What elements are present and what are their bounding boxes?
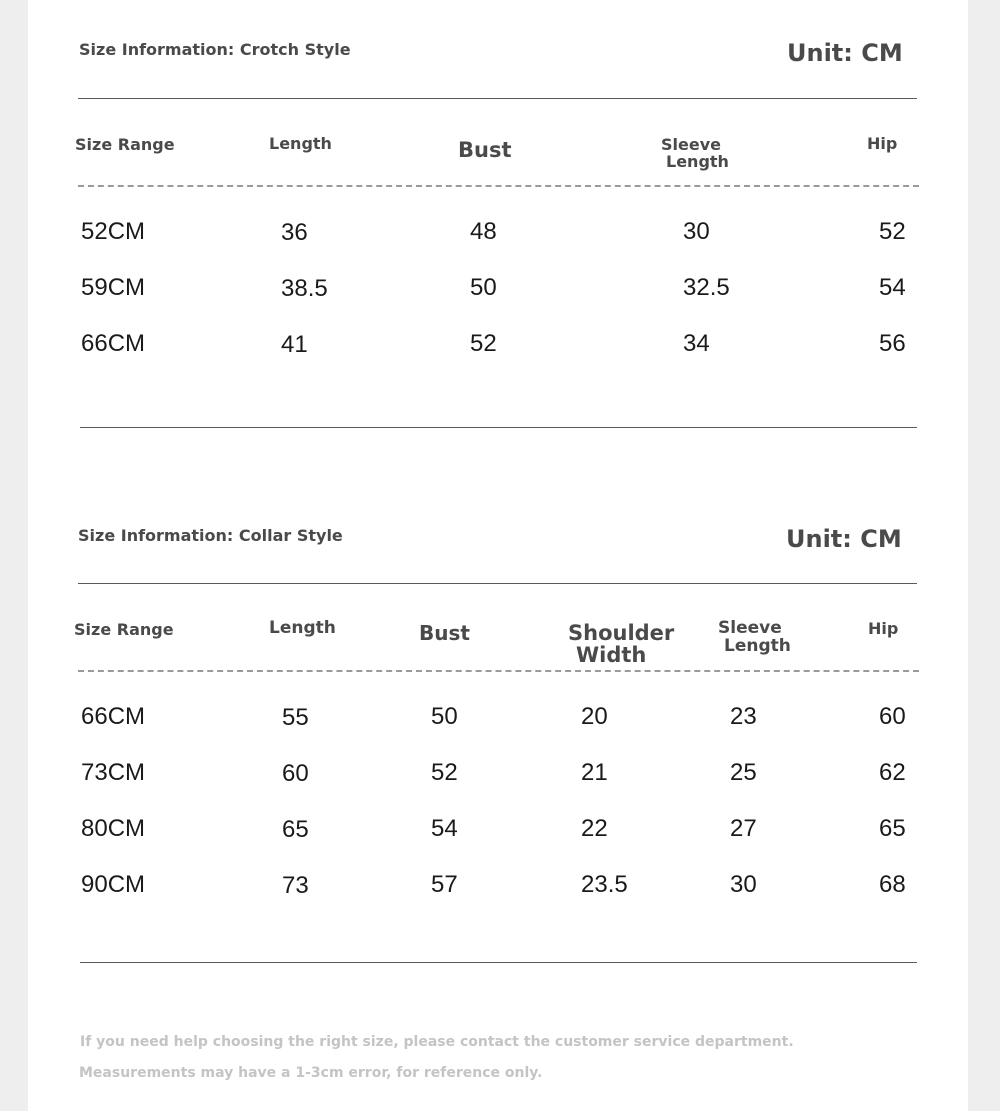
table-cell: 30 <box>683 218 710 245</box>
top-rule <box>78 583 917 584</box>
bottom-rule <box>80 962 917 963</box>
table-cell: 52 <box>879 218 906 245</box>
header-size-range: Size Range <box>74 620 174 639</box>
unit-label: Unit: CM <box>787 39 903 67</box>
table-cell: 23 <box>730 703 757 730</box>
table-cell: 80CM <box>81 815 146 842</box>
header-bust: Bust <box>458 138 512 162</box>
table-cell: 60 <box>282 760 309 787</box>
table-cell: 50 <box>470 274 497 301</box>
table-cell: 52 <box>431 759 458 786</box>
header-length: Length <box>269 618 336 638</box>
table-cell: 41 <box>281 331 308 358</box>
table-cell: 59CM <box>81 274 146 301</box>
table-cell: 50 <box>431 703 458 730</box>
error-note: Measurements may have a 1-3cm error, for reference only. <box>79 1065 543 1081</box>
table-cell: 48 <box>470 218 497 245</box>
size-chart-sheet <box>28 0 968 1111</box>
help-note: If you need help choosing the right size, please contact the customer service department. <box>80 1034 794 1050</box>
table-cell: 52CM <box>81 218 146 245</box>
table-cell: 73CM <box>81 759 146 786</box>
header-divider <box>78 185 919 187</box>
table-cell: 30 <box>730 871 757 898</box>
table-cell: 90CM <box>81 871 146 898</box>
header-hip: Hip <box>867 134 898 153</box>
table-cell: 34 <box>683 330 710 357</box>
table-cell: 68 <box>879 871 906 898</box>
table-cell: 66CM <box>81 330 146 357</box>
table-cell: 38.5 <box>281 275 328 302</box>
table-cell: 22 <box>581 815 608 842</box>
table-cell: 62 <box>879 759 906 786</box>
header-size-range: Size Range <box>75 135 175 154</box>
table-cell: 32.5 <box>683 274 730 301</box>
table-cell: 36 <box>281 219 308 246</box>
table-cell: 65 <box>282 816 309 843</box>
header-hip: Hip <box>868 619 899 638</box>
table-cell: 20 <box>581 703 608 730</box>
table-cell: 60 <box>879 703 906 730</box>
table-cell: 57 <box>431 871 458 898</box>
table-cell: 23.5 <box>581 871 628 898</box>
table-cell: 27 <box>730 815 757 842</box>
table-cell: 54 <box>879 274 906 301</box>
header-shoulder-width: Shoulder Width <box>568 621 675 668</box>
header-length: Length <box>269 134 332 153</box>
header-sleeve-length: Sleeve Length <box>661 135 729 171</box>
table-cell: 55 <box>282 704 309 731</box>
bottom-rule <box>80 427 917 428</box>
table-cell: 25 <box>730 759 757 786</box>
table-cell: 65 <box>879 815 906 842</box>
top-rule <box>78 98 917 99</box>
table-title: Size Information: Crotch Style <box>79 40 351 59</box>
table-cell: 54 <box>431 815 458 842</box>
unit-label: Unit: CM <box>786 525 902 553</box>
table-cell: 21 <box>581 759 608 786</box>
header-bust: Bust <box>419 621 470 645</box>
table-cell: 52 <box>470 330 497 357</box>
table-cell: 73 <box>282 872 309 899</box>
header-sleeve-length: Sleeve Length <box>718 618 791 656</box>
table-cell: 66CM <box>81 703 146 730</box>
table-title: Size Information: Collar Style <box>78 526 343 545</box>
table-cell: 56 <box>879 330 906 357</box>
header-divider <box>78 670 919 672</box>
